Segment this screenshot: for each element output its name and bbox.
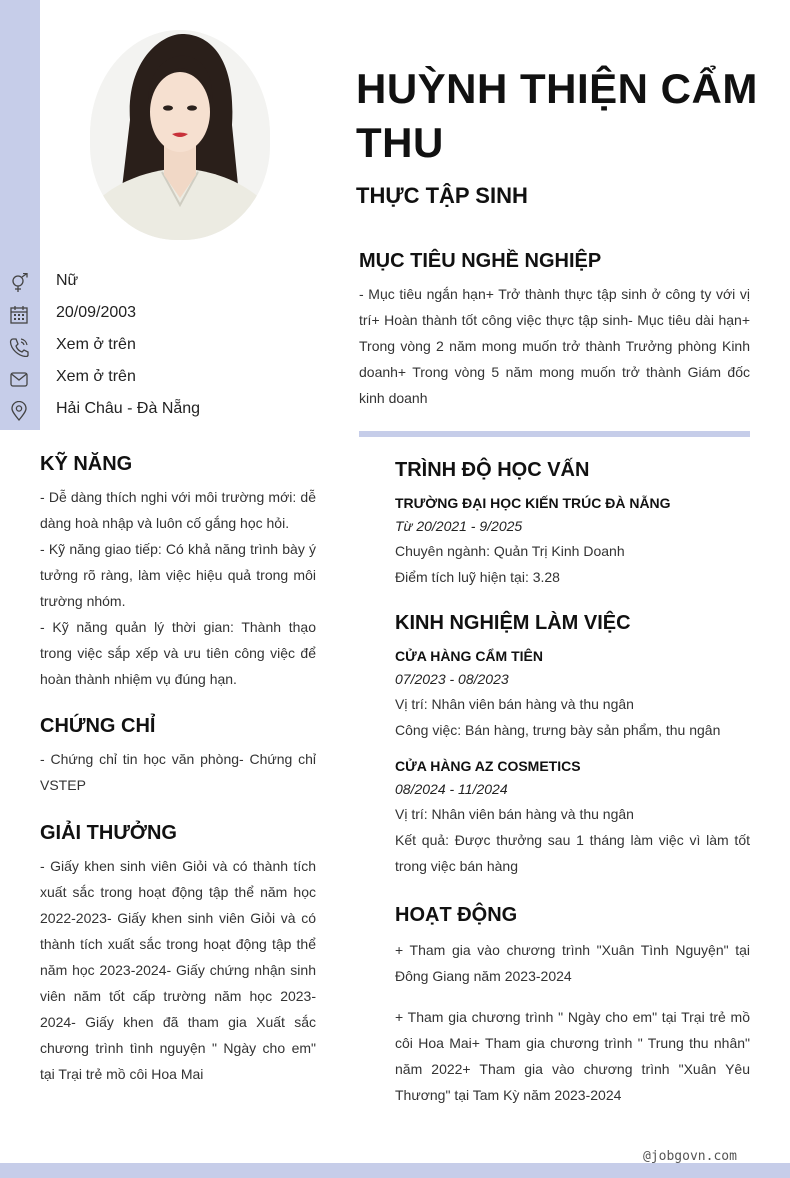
education-major: Chuyên ngành: Quản Trị Kinh Doanh [395, 543, 625, 559]
job-detail: Công việc: Bán hàng, trưng bày sản phẩm, thu ngân [395, 722, 721, 738]
awards-text: - Giấy khen sinh viên Giỏi và có thành tích xuất sắc trong hoạt động tập thể năm học 2022-2023- Giấy khen sinh viên Giỏi và có thành tích xuất sắc trong hoạt động tập thể năm học 2023-2024- Giấy chứng nhận sinh viên năm tốt cấp trường năm học 2023-2024- Giấy khen đã tham gia Xuất sắc chương trình tình nguyện " Ngày cho em" tại Trại trẻ mồ côi Hoa Mai [40, 858, 316, 1082]
gender-icon [9, 273, 29, 293]
job-dates: 08/2024 - 11/2024 [395, 781, 508, 797]
job-company: CỬA HÀNG AZ COSMETICS [395, 758, 581, 774]
birthday-value: 20/09/2003 [56, 304, 137, 321]
skills-section [40, 453, 316, 692]
certificates-section [40, 715, 316, 798]
job-dates: 07/2023 - 08/2023 [395, 671, 509, 687]
email-value: Xem ở trên [56, 368, 136, 385]
experience-title: KINH NGHIỆM LÀM VIỆC [395, 612, 631, 634]
certificates-title: CHỨNG CHỈ [40, 715, 156, 737]
job-role: Vị trí: Nhân viên bán hàng và thu ngân [395, 806, 634, 822]
awards-title: GIẢI THƯỞNG [40, 822, 177, 844]
footer-watermark: @jobgovn.com [643, 1149, 737, 1164]
address-value: Hải Châu - Đà Nẵng [56, 400, 201, 417]
objective-title: MỤC TIÊU NGHỀ NGHIỆP [359, 250, 602, 272]
activity-item: + Tham gia chương trình " Ngày cho em" tại Trại trẻ mồ côi Hoa Mai+ Tham gia chương trình " Trung thu nhân" năm 2022+ Tham gia vào chương trình "Xuân Yêu Thương" tại Tam Kỳ năm 2023-2024 [395, 1009, 750, 1103]
job-role: Vị trí: Nhân viên bán hàng và thu ngân [395, 696, 634, 712]
objective-text: - Mục tiêu ngắn hạn+ Trở thành thực tập sinh ở công ty với vị trí+ Hoàn thành tốt công việc thực tập sinh- Mục tiêu dài hạn+ Trong vòng 2 năm mong muốn trở thành Trưởng phòng Kinh doanh+ Trong vòng 5 năm mong muốn trở thành Giám đốc kinh doanh [359, 286, 750, 406]
accent-bottom-bar [0, 1163, 790, 1178]
education-section [395, 459, 750, 590]
contact-email [0, 366, 300, 392]
phone-icon [9, 337, 29, 357]
section-divider [359, 431, 750, 437]
skill-item: - Kỹ năng giao tiếp: Có khả năng trình bày ý tưởng rõ ràng, làm việc hiệu quả trong môi trường nhóm. [40, 541, 316, 609]
certificates-text: - Chứng chỉ tin học văn phòng- Chứng chỉ VSTEP [40, 751, 316, 793]
skill-item: - Kỹ năng quản lý thời gian: Thành thạo trong việc sắp xếp và ưu tiên công việc để hoàn thành nhiệm vụ đúng hạn. [40, 619, 316, 687]
calendar-icon [9, 305, 29, 325]
contact-phone [0, 334, 300, 360]
education-title: TRÌNH ĐỘ HỌC VẤN [395, 459, 590, 481]
experience-section [395, 612, 750, 879]
activity-item: + Tham gia vào chương trình "Xuân Tình Nguyện" tại Đông Giang năm 2023-2024 [395, 942, 750, 984]
profile-photo [90, 30, 270, 240]
school-name: TRƯỜNG ĐẠI HỌC KIẾN TRÚC ĐÀ NẴNG [395, 495, 671, 511]
awards-section [40, 822, 316, 1087]
skill-item: - Dễ dàng thích nghi với môi trường mới: dễ dàng hoà nhập và luôn cố gắng học hỏi. [40, 489, 316, 531]
skills-title: KỸ NĂNG [40, 453, 133, 475]
job-detail: Kết quả: Được thưởng sau 1 tháng làm việc vì làm tốt trong việc bán hàng [395, 832, 750, 874]
location-pin-icon [9, 401, 29, 421]
education-dates: Từ 20/2021 - 9/2025 [395, 518, 523, 534]
phone-value: Xem ở trên [56, 336, 136, 353]
activities-section [395, 904, 750, 1108]
education-gpa: Điểm tích luỹ hiện tại: 3.28 [395, 569, 560, 585]
contact-address [0, 398, 300, 424]
contact-gender [0, 270, 300, 296]
candidate-position: THỰC TẬP SINH [356, 183, 528, 208]
candidate-name: HUỲNH THIỆN CẨM THU [356, 65, 758, 166]
objective-section [359, 250, 750, 411]
contact-birthday [0, 302, 300, 328]
activities-title: HOẠT ĐỘNG [395, 904, 518, 926]
mail-icon [9, 369, 29, 389]
gender-value: Nữ [56, 272, 79, 289]
job-company: CỬA HÀNG CẨM TIÊN [395, 648, 543, 664]
